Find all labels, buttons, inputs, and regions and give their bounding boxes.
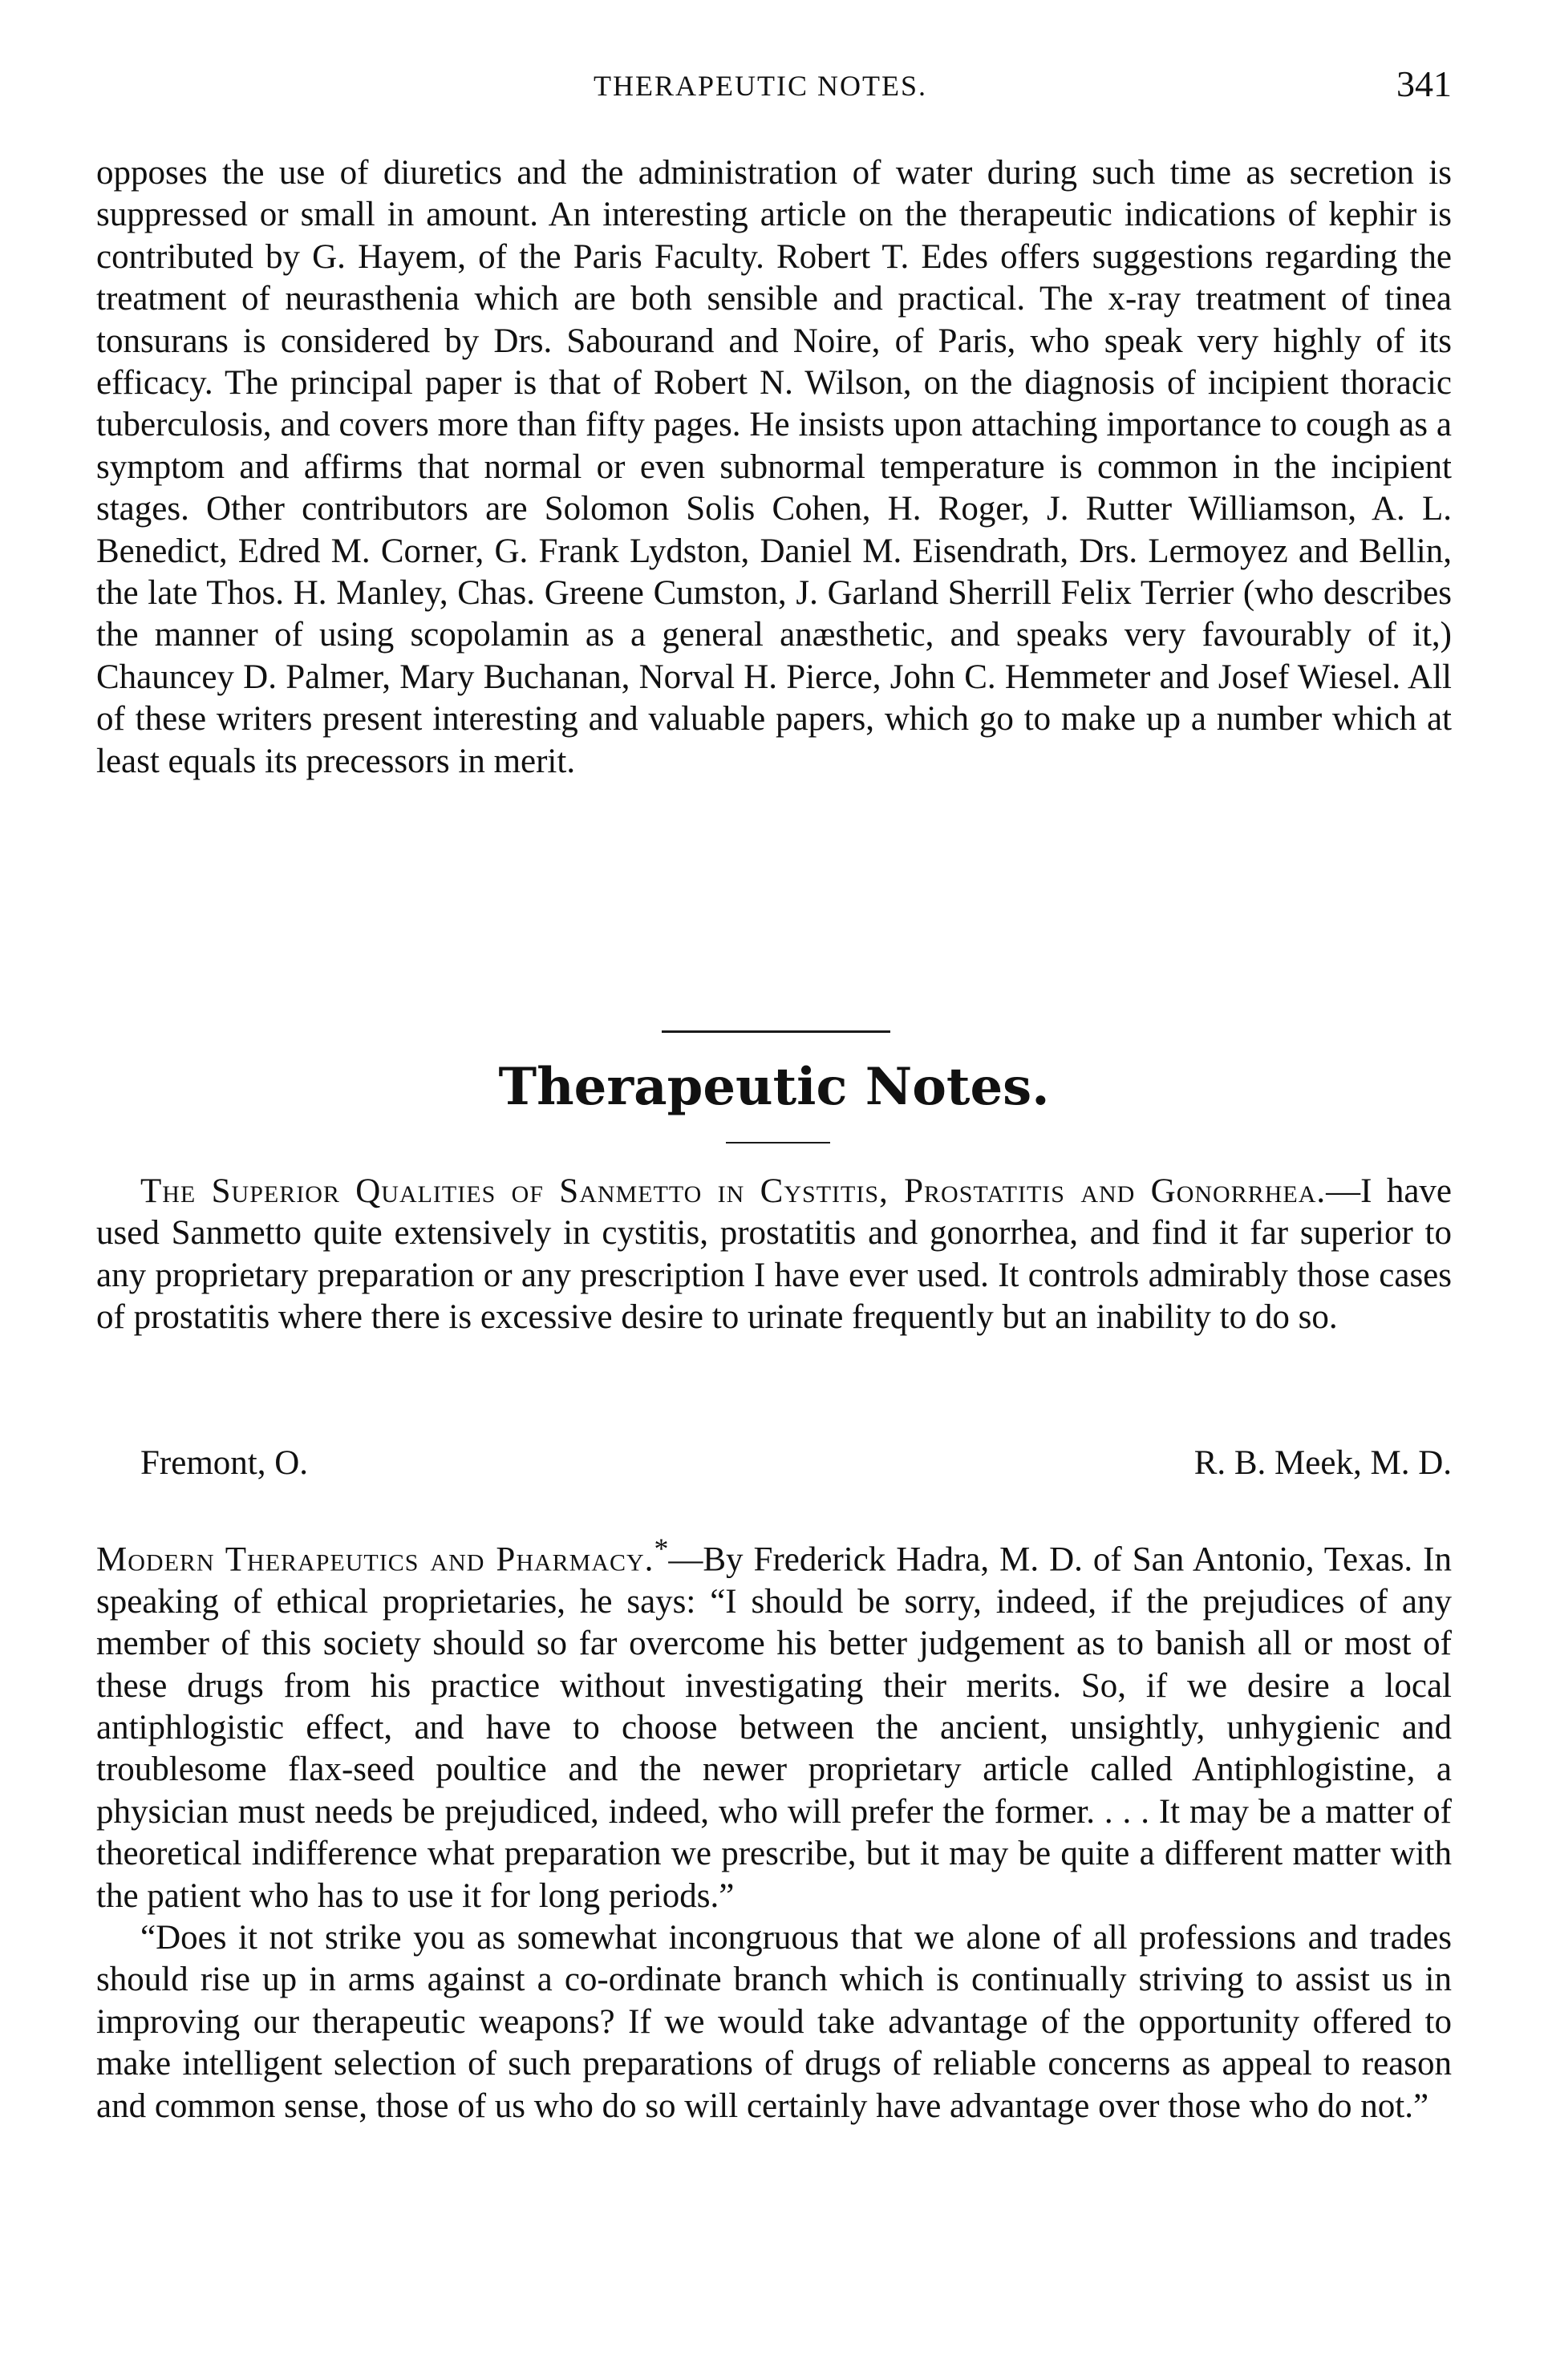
quotation-paragraph: “Does it not strike you as somewhat incongruous that we alone of all professions and trades should rise up in arms against a co-ordinate branch which is continually striving to assist us in improving our therapeutic weapons? If we would take advantage of the opportunity offered to make intelligent selection of such preparations of drugs of reliable concerns as appeal to reason and common sense, those of us who do so will certainly have advantage over those who do not.” xyxy=(96,1918,1452,2125)
continuation-paragraph: opposes the use of diuretics and the administration of water during such time as secretion is suppressed or small in amount. An interesting article on the therapeutic indications of kephir is contributed by G. Hayem, of the Paris Faculty. Robert T. Edes offers suggestions regarding the treatment of neurasthenia which are both sensible and practical. The x-ray treatment of tinea tonsurans is considered by Drs. Sabourand and Noire, of Paris, who speak very highly of its efficacy. The principal paper is that of Robert N. Wilson, on the diagnosis of incipient thoracic tuberculosis, and covers more than fifty pages. He insists upon attaching importance to cough as a symptom and affirms that normal or even subnormal temperature is common in the incipient stages. Other contributors are Solomon Solis Cohen, H. Roger, J. Rutter Williamson, A. L. Benedict, Edred M. Corner, G. Frank Lydston, Daniel M. Eisendrath, Drs. Lermoyez and Bellin, the late Thos. H. Manley, Chas. Greene Cumston, J. Garland Sherrill Felix Terrier (who describes the manner of using scopolamin as a general anæsthetic, and speaks very favourably of it,) Chauncey D. Palmer, Mary Buchanan, Norval H. Pierce, John C. Hemmeter and Josef Wiesel. All of these writers present interesting and valuable papers, which go to make up a number which at least equals its precessors in merit. xyxy=(96,154,1452,780)
section-heading: Therapeutic Notes. xyxy=(498,1057,1050,1117)
signature-place: Fremont, O. xyxy=(140,1444,309,1482)
continuation-section xyxy=(96,152,1452,783)
page-number: 341 xyxy=(1396,63,1452,104)
modern-therapeutics-paragraph xyxy=(96,1528,1452,1917)
sanmetto-note-title: The Superior Qualities of Sanmetto in Cystitis, Prostatitis and Gonorrhea. xyxy=(140,1172,1327,1210)
sanmetto-paragraph xyxy=(96,1171,1452,1339)
book-page xyxy=(96,0,1452,2380)
modern-therapeutics-note xyxy=(96,1528,1452,2127)
running-head xyxy=(96,63,1452,111)
section-divider-bottom xyxy=(726,1142,830,1143)
sanmetto-signature xyxy=(96,1443,1452,1492)
modern-therapeutics-body: —By Frederick Hadra, M. D. of San Antonio, Texas. In speaking of ethical proprietaries, he says: “I should be sorry, indeed, if the prejudices of any member of this society should so far overcome his better judgement as to banish all or most of these drugs from his practice without investigating their merits. So, if we desire a local antiphlogistic effect, and have to choose between the ancient, unsightly, unhygienic and troublesome flax-seed poultice and the newer proprietary article called Antiphlogistine, a physician must needs be prejudiced, indeed, who will prefer the former. . . . It may be a matter of theoretical indifference what preparation we prescribe, but it may be quite a different matter with the patient who has to use it for long periods.” xyxy=(96,1540,1453,1915)
footnote-mark: * xyxy=(654,1532,669,1564)
running-title: THERAPEUTIC NOTES. xyxy=(594,70,927,102)
signature-author: R. B. Meek, M. D. xyxy=(1193,1444,1452,1482)
modern-therapeutics-title: Modern Therapeutics and Pharmacy. xyxy=(96,1540,654,1579)
sanmetto-note xyxy=(96,1171,1452,1339)
section-divider-top xyxy=(662,1030,890,1033)
sanmetto-note-body: —I have used Sanmetto quite extensively in cystitis, prostatitis and gonorrhea, and find it far superior to any proprietary preparation or any prescription I have ever used. It controls admirably those cases of prostatitis where there is excessive desire to urinate frequently but an inability to do so. xyxy=(96,1172,1452,1337)
